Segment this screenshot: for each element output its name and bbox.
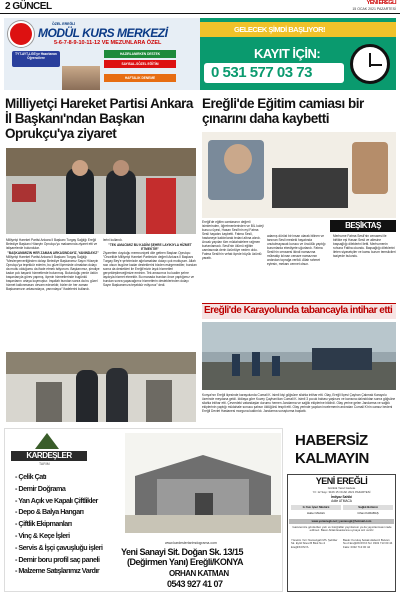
impressum-role-2: Sağlık Bölümü	[343, 505, 393, 510]
impressum-role-3: Haber Müdürü	[307, 511, 325, 515]
impressum-subtitle: Günlük Yerel Gazete	[327, 486, 356, 490]
article1-column-2	[103, 238, 197, 348]
bottom-ad-contact-name: ORHAN KATMAN	[169, 569, 229, 578]
top-ad-left-panel	[4, 18, 200, 90]
service-item: - Depo & Balya Hangarı	[15, 507, 84, 517]
top-ad-register-label: KAYIT İÇİN:	[254, 46, 321, 61]
article2-photo	[202, 132, 396, 218]
article1-photo-2	[6, 352, 196, 422]
top-ad-mid-box-3: HAFTALIK DENEME	[104, 74, 176, 82]
barn-illustration	[125, 433, 281, 533]
impressum-title: YENİ EREĞLİ	[315, 476, 368, 486]
bottom-ad-address-line1: Yeni Sanayi Sit. Doğan Sk. 13/15	[121, 547, 244, 557]
service-item: - Demir Doğrama	[15, 483, 66, 493]
bottom-ad-contact-phone: 0543 927 41 07	[167, 579, 223, 589]
article2-column-3: Merhume Fatma Sesli'nin cenazesi ile birlikte eşi Hasan Sesli ve ailesine başsağlığı dileklerini iletti. Merhumenin ruhuna Fatiha okundu. Başsağlığı dileklerini ileten siyasetçiler ve kamu kurum temsilcileri taziyede bulundu.	[333, 234, 396, 258]
article3-photo	[202, 322, 396, 390]
article2-column-2: adamış dürüst bir insan olarak bilinen ve tanınan Sesli mesleki hayatında unutulmayacak kurucu ve öncülük yaptığı kurumlarda ebediyete uğurlandı. Fatma Sesli'nin cenazesi ikindi namazına müteakip kılınan cenaze namazının ardından toprağa verildi. Allah rahmet eylesin, mekanı cennet olsun.	[267, 234, 326, 266]
service-item: - Malzeme Satışlarımız Vardır	[15, 566, 100, 576]
top-ad-title: MODÜL KURS MERKEZİ	[38, 26, 168, 40]
impressum-right-address: Baskı: Kuruluş Sokak Akdeniz Bulvarı No:2 Ereğli/KONYA Tel: 0332 713 00 44 Faks: 0332 713 00 44	[343, 538, 393, 549]
top-ad-banner	[4, 18, 396, 90]
bottom-ad	[4, 428, 283, 592]
sidebar-notice-line1: HABERSİZ	[295, 432, 368, 449]
school-logo	[8, 21, 34, 47]
impressum-role-4: Cihan KARABAŞ	[357, 511, 379, 515]
article1-photo	[6, 148, 196, 234]
kardesler-brand: KARDEŞLER	[11, 451, 87, 461]
kardesler-brand-sub: TARIM	[39, 462, 50, 466]
top-ad-slogan: GELECEK ŞİMDİ BAŞLIYOR!	[234, 25, 326, 34]
paper-name: YENİ EREĞLİ	[366, 0, 396, 6]
page-label: 2 GÜNCEL	[5, 1, 52, 12]
impressum-box	[287, 474, 396, 592]
article1-paragraph: Ziyaretten duyduğu memnuniyeti dile getiren Başkan Oprukçu: "Öncelikle Milliyetçi Hareket Partimizin değerli Ankara İl Başkanı Turgay Bey'e şehrimizde ağırlamaktan dolayı çok mutluyum. Allah razı olsun bugüne kadar desteklerini bizden esirgemediler, bundan sonra da destekleri ile Ereğli'mizin layık hizmetleri gerçekleştireceğimize eminim. Tek amacımız bu kadim şehre layıkıyla hizmet etmektir. Bu manada bundan önce yaptığımız ve bundan sonra yapacağımız hizmetlerin desteklerinden dolayı Sayın Başkanımıza teşekkür ediyoruz" dedi.	[103, 251, 197, 287]
clock-icon	[350, 44, 390, 84]
article2-column-1: Ereğli'de eğitim camiasının değerli isimlerinden, öğretmenlerinden ve BİL koleji kurucu üyesi, Hasan Sesli'nin eşi Fatma Sesli hayatını kaybetti. Fatma Sesli, hastaneye kaldırılarak tedavi altına alındı. Ancak yapılan tüm müdahalelere rağmen kurtarılamadı. Sesli'nin ölümü eğitim camiasında derin üzüntüye neden oldu. Fatma Sesli'nin vefatı ilçede büyük üzüntü yarattı.	[202, 220, 264, 260]
service-item: - Yan Açık ve Kapalı Çiftlikler	[15, 495, 98, 505]
bottom-ad-website: www.kardeslertarimdograma.com	[165, 541, 217, 545]
impressum-date: Yıl: 12 Sayı: 3106 15 OCAK 2021 PAZARTESİ	[312, 490, 371, 494]
article1-column-1	[6, 238, 100, 348]
impressum-role-1: G.Yazı İşleri Müdürü	[291, 505, 341, 510]
article1-subhead: "BAŞKANIMIZIN HER ZAMAN ARKASINDAYIZ, YANINDAYIZ"	[7, 250, 99, 255]
impressum-owner-label: İmtiyaz Sahibi	[330, 495, 353, 499]
article2-caption: BEŞİKTAŞ	[330, 220, 396, 232]
top-ad-grades: 5-6-7-8-9-10-11-12 VE MEZUNLARA ÖZEL	[54, 40, 162, 46]
service-item: - Çiftlik Ekipmanları	[15, 519, 72, 529]
article2-headline: Ereğli'de Eğitim camiası bir çınarını daha kaybetti	[202, 96, 364, 126]
top-ad-phone: 0 531 577 03 73	[211, 64, 312, 81]
bottom-ad-services	[15, 471, 135, 577]
students-photo	[62, 66, 100, 90]
article1-paragraph: lerini kullandı.	[103, 238, 123, 242]
masthead-date: 15 OCAK 2021 PAZARTESİ	[352, 7, 396, 11]
article1-subhead: "TEK AMACIMIZ BU KADİM ŞEHRE LAYIKIYLA HİZMET ETMEKTİR"	[108, 242, 192, 251]
article1-paragraph: Milliyetçi Hareket Partisi Ankara İl Başkanı Turgay Sağlığı Ereğli Belediye Başkanı Hüseyin Oprukçu'yu makamında ziyaret etti ve istişarelerde bulundular.	[6, 238, 98, 250]
impressum-notes: Gazetemize gönderilen yazı ve fotoğraflar yayınlansın ya da yayınlanmasın iade edilmez. Basın Ahlak Esaslarına uymaya söz veririz.	[292, 525, 392, 533]
impressum-web[interactable]: www.yeniereglı.net | yeniereglı@hotmail.com	[289, 519, 394, 524]
article1-headline: Milliyetçi Hareket Partisi Ankara İl Başkanı'ndan Başkan Oprukçu'ya ziyaret	[5, 96, 193, 141]
service-item: - Çelik Çatı	[15, 472, 47, 481]
service-item: - Servis & İşçi çavuşluğu işleri	[15, 542, 103, 552]
bottom-ad-address-line2: (Değirmen Yanı) Ereğli/KONYA	[127, 557, 244, 567]
impressum-left-address: Yönetim Yeri: Namazgah Mh. Şehitler Sk. Eylül Sitesi B Blok No:4 Ereğli/KONYA	[291, 538, 338, 549]
impressum-owner: Adile ATMACA	[331, 499, 352, 503]
article3-header-bar	[202, 303, 396, 319]
masthead	[0, 0, 400, 14]
service-item: - Vinç & Keçe İşleri	[15, 530, 70, 540]
sidebar-notice	[287, 430, 396, 472]
article3-body: Konya'nın Ereğli ilçesinde karayolunda Cumali K. isimli kişi göğsüne silahla intihar etti. Olay, Ereğli İlçesi Çayhan Çakmak Karayolu üzerinde meydana geldi. İddiaya göre Kuzey Çayhan'dan Cumali K. isimli 3 çocuk babası yaşlısını ve karısına dalındıktan sonra göğsüne silahla intihar etti. Çevredeki vatandaşlar durumu hemen Jandarma ve sağlık ekiplerine bildirdi. Olay yerine gelen Jandarma ve sağlık ekiplerinin yaptığı müdahale sonucu şahsın öldüğünü tespit etti. Olay yerinde yapılan incelemenin ardından Cumali K'nin cansız bedeni Ereğli Devlet Hastanesi morguna kaldırıldı. Jandarma soruşturma başlattı.	[202, 393, 396, 413]
article1-paragraph: Milliyetçi Hareket Partisi Ankara İl Başkanı Turgay Sağlığı "Meslerperverliğinden dolayı Belediye Başkanımız Sayın Hüseyin Oprukçu'ya teşekkür ederim, bu güzel ilçemizde olmaktan dolayı da mutlu olduğumu da ifade etmek istiyorum. Başkanımız, şimdiye kadar çok başarılı hizmetlerde bulunmuş. Bulunduğu yerde üstün başarılarıyla görev yapmış, ilçenin hizmetlerinde bugünkü başarılarını ortaya koymuştur. İnşallah bundan sonra da bu güzel hizmet kalkınmasını devam edecektir, bizler de her zaman Başkanımızın arkasındayız, yanındayız" ifadelerini kullandı.	[6, 255, 100, 291]
top-ad-mid-box-2: SAYISAL-SÖZEL EĞİTİM	[104, 60, 176, 68]
sidebar-notice-line2: KALMAYIN	[295, 450, 369, 467]
top-ad-left-box: TYT-AYT-LGS'ye Hazırlanan Öğrencilere	[12, 51, 60, 67]
top-ad-mid-box-1: HAZIRLANIRKEN DESTEK	[104, 50, 176, 58]
service-item: - Demir boru profil saç paneli	[15, 554, 100, 564]
article3-headline: Ereğli'de Karayolunda tabancayla intihar etti	[204, 305, 393, 316]
top-ad-badge: ÖZEL EREĞLİ	[52, 22, 76, 26]
